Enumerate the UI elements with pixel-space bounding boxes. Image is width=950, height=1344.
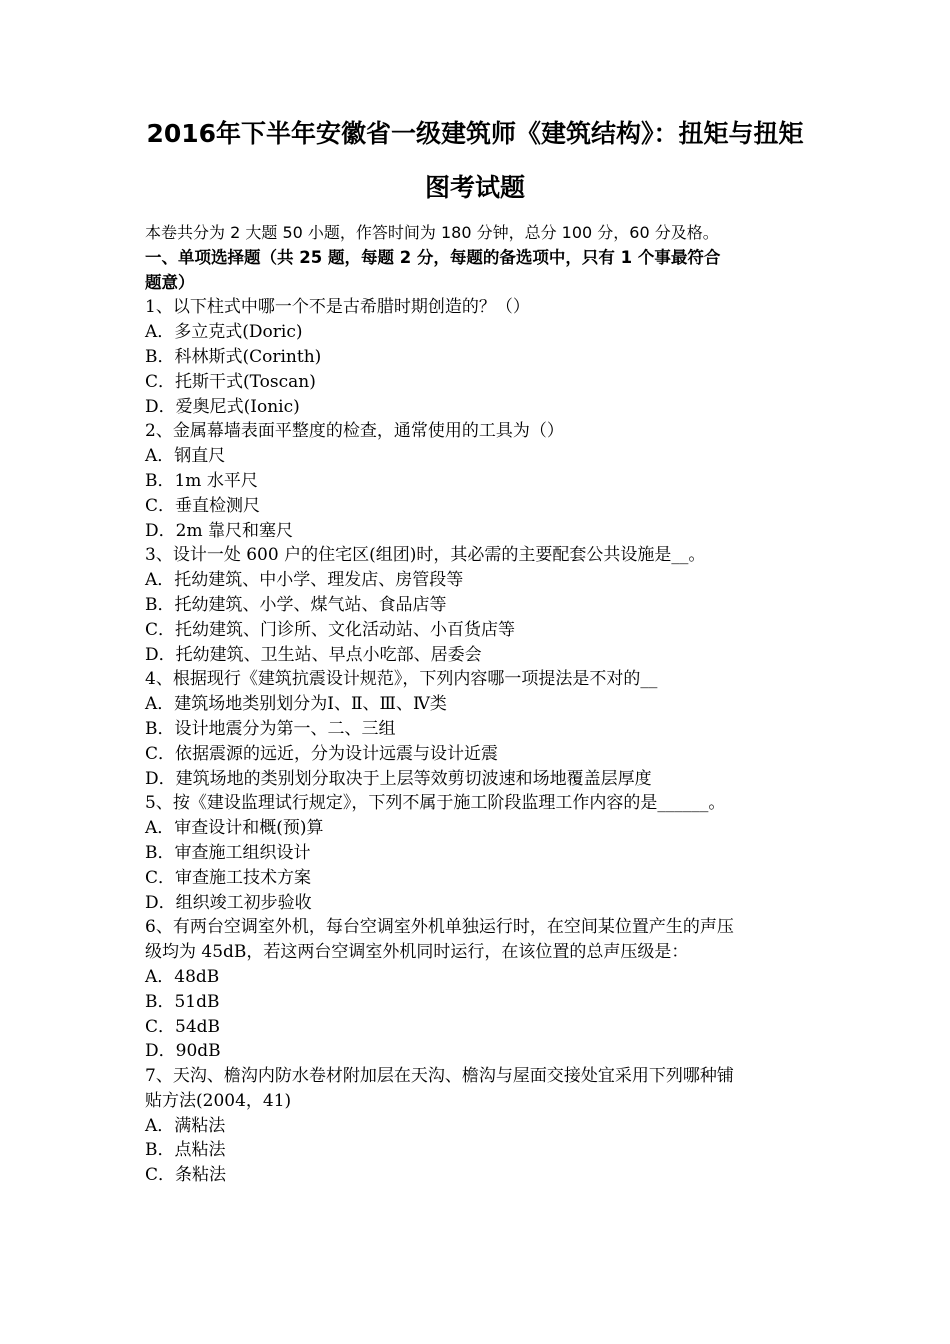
answer-option: D．托幼建筑、卫生站、早点小吃部、居委会 [145, 644, 482, 665]
document-title-line-1: 2016年下半年安徽省一级建筑师《建筑结构》：扭矩与扭矩 [146, 119, 804, 148]
answer-option: A．审查设计和概(预)算 [145, 818, 324, 839]
question-text: 3、设计一处 600 户的住宅区(组团)时，其必需的主要配套公共设施是__。 [145, 545, 706, 566]
answer-option: A．48dB [145, 966, 220, 987]
section-heading-line-1: 一、单项选择题（共 25 题，每题 2 分，每题的备选项中，只有 1 个事最符合 [145, 247, 721, 267]
answer-option: D．组织竣工初步验收 [145, 892, 312, 913]
answer-option: B．托幼建筑、小学、煤气站、食品店等 [145, 594, 447, 615]
answer-option: C．依据震源的远近，分为设计远震与设计近震 [145, 743, 499, 764]
answer-option: C．垂直检测尺 [145, 495, 261, 516]
answer-option: B．设计地震分为第一、二、三组 [145, 718, 396, 739]
answer-option: C．托斯干式(Toscan) [145, 371, 316, 392]
question-text: 2、金属幕墙表面平整度的检查，通常使用的工具为（） [145, 421, 564, 442]
answer-option: A．托幼建筑、中小学、理发店、房管段等 [145, 570, 464, 591]
answer-option: B．点粘法 [145, 1140, 226, 1161]
question-text: 级均为 45dB，若这两台空调室外机同时运行，在该位置的总声压级是： [145, 942, 689, 963]
question-text: 7、天沟、檐沟内防水卷材附加层在天沟、檐沟与屋面交接处宜采用下列哪种铺 [145, 1066, 734, 1087]
answer-option: A．多立克式(Doric) [145, 322, 303, 343]
answer-option: C．条粘法 [145, 1165, 227, 1186]
answer-option: C．审查施工技术方案 [145, 867, 312, 888]
answer-option: B．审查施工组织设计 [145, 842, 311, 863]
answer-option: A．满粘法 [145, 1115, 226, 1136]
answer-option: B．51dB [145, 991, 220, 1012]
document-body [145, 221, 825, 1188]
answer-option: C．54dB [145, 1016, 221, 1037]
answer-option: A．钢直尺 [145, 446, 226, 467]
answer-option: D．90dB [145, 1041, 221, 1062]
answer-option: A．建筑场地类别划分为Ⅰ、Ⅱ、Ⅲ、Ⅳ类 [145, 694, 447, 715]
question-text: 4、根据现行《建筑抗震设计规范》，下列内容哪一项提法是不对的__ [145, 669, 658, 690]
answer-option: D．爱奥尼式(Ionic) [145, 396, 300, 417]
document-title-line-2: 图考试题 [424, 173, 525, 202]
section-heading-line-2: 题意） [145, 272, 195, 292]
question-text: 贴方法(2004，41) [145, 1090, 292, 1111]
answer-option: D．建筑场地的类别划分取决于上层等效剪切波速和场地覆盖层厚度 [145, 768, 652, 789]
answer-option: B．科林斯式(Corinth) [145, 346, 322, 367]
question-list [145, 295, 825, 1188]
answer-option: D．2m 靠尺和塞尺 [145, 520, 293, 541]
exam-intro: 本卷共分为 2 大题 50 小题，作答时间为 180 分钟，总分 100 分，60 分及格。 [145, 223, 719, 242]
answer-option: C．托幼建筑、门诊所、文化活动站、小百货店等 [145, 619, 516, 640]
question-text: 1、以下柱式中哪一个不是古希腊时期创造的？（） [145, 297, 530, 318]
answer-option: B．1m 水平尺 [145, 470, 258, 491]
question-text: 5、按《建设监理试行规定》，下列不属于施工阶段监理工作内容的是______。 [145, 793, 726, 814]
question-text: 6、有两台空调室外机，每台空调室外机单独运行时，在空间某位置产生的声压 [145, 917, 734, 938]
